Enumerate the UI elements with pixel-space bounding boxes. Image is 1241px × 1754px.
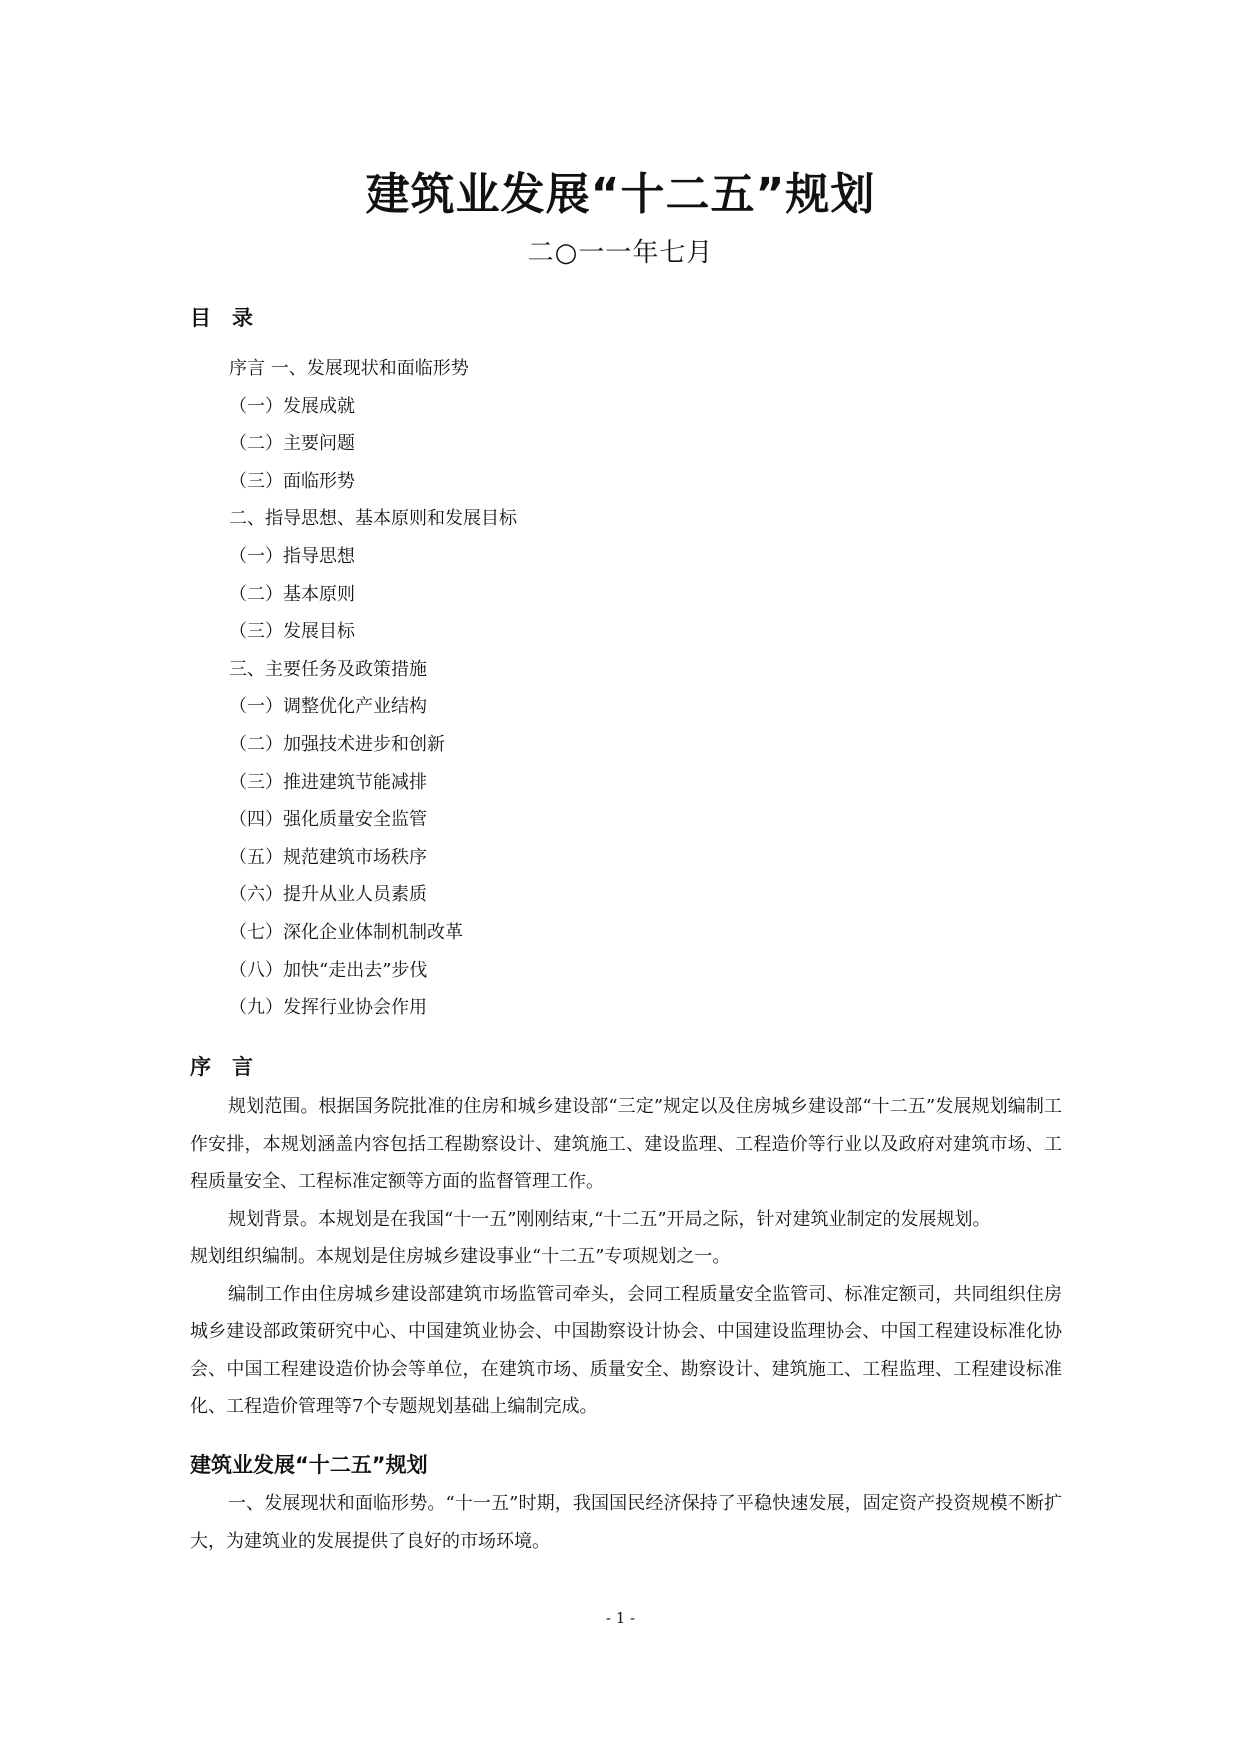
page-number: - 1 - [605,1609,636,1627]
document-title: 建筑业发展“十二五”规划 [365,169,876,220]
section-body [190,1485,1062,1560]
toc-item: （七）深化企业体制机制改革 [229,921,463,943]
document-date: 二○一一年七月 [527,238,714,268]
section-paragraph: 一、发展现状和面临形势。“十一五”时期，我国国民经济保持了平稳快速发展，固定资产投资规模不断扩大，为建筑业的发展提供了良好的市场环境。 [190,1493,1062,1552]
toc-item: （五）规范建筑市场秩序 [229,846,427,868]
toc-item: （三）面临形势 [229,470,355,492]
toc-item: （一）指导思想 [229,545,355,567]
table-of-contents [229,350,517,1027]
preface-paragraph-organization: 规划组织编制。本规划是住房城乡建设事业“十二五”专项规划之一。 [190,1246,731,1267]
toc-item: （三）推进建筑节能减排 [229,771,427,793]
toc-item: （二）加强技术进步和创新 [229,733,445,755]
toc-heading: 目 录 [190,306,253,330]
toc-item: 三、主要任务及政策措施 [229,658,427,680]
toc-item: （一）调整优化产业结构 [229,696,427,718]
preface-paragraph-compilation: 编制工作由住房城乡建设部建筑市场监管司牵头，会同工程质量安全监管司、标准定额司，共同组织住房城乡建设部政策研究中心、中国建筑业协会、中国勘察设计协会、中国建设监理协会、中国工程建设标准化协会、中国工程建设造价协会等单位，在建筑市场、质量安全、勘察设计、建筑施工、工程监理、工程建设标准化、工程造价管理等7个专题规划基础上编制完成。 [190,1283,1062,1417]
toc-item: （三）发展目标 [229,621,355,643]
toc-item: （一）发展成就 [229,395,355,417]
toc-item: 二、指导思想、基本原则和发展目标 [229,508,517,530]
toc-item: （六）提升从业人员素质 [229,884,427,906]
preface-body [190,1088,1062,1426]
toc-item: （二）基本原则 [229,583,355,605]
preface-paragraph-background: 规划背景。本规划是在我国“十一五”刚刚结束,“十二五”开局之际，针对建筑业制定的发展规划。 [228,1208,991,1230]
toc-item: 序言 一、发展现状和面临形势 [229,358,469,379]
toc-item: （八）加快“走出去”步伐 [229,959,428,981]
toc-item: （九）发挥行业协会作用 [229,997,427,1019]
toc-item: （四）强化质量安全监管 [229,809,427,831]
section-heading: 建筑业发展“十二五”规划 [190,1453,428,1477]
preface-heading: 序 言 [190,1055,253,1079]
toc-item: （二）主要问题 [229,433,355,455]
preface-paragraph-scope: 规划范围。根据国务院批准的住房和城乡建设部“三定”规定以及住房城乡建设部“十二五”发展规划编制工作安排，本规划涵盖内容包括工程勘察设计、建筑施工、建设监理、工程造价等行业以及政府对建筑市场、工程质量安全、工程标准定额等方面的监督管理工作。 [190,1096,1062,1192]
